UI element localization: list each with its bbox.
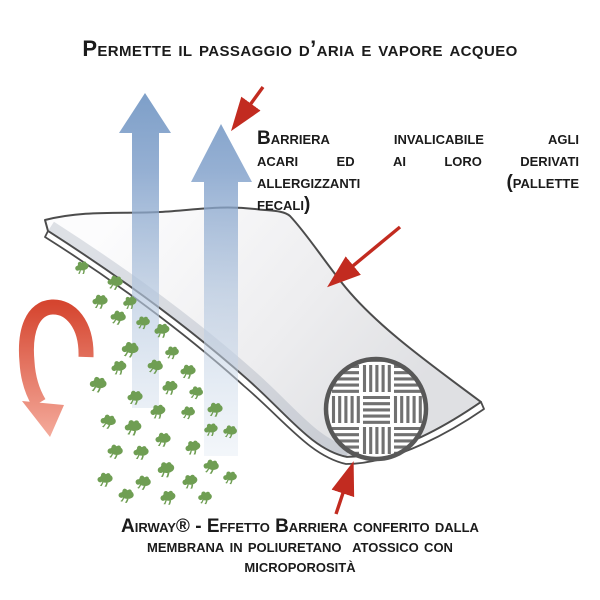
dust-mite-icon bbox=[198, 492, 212, 505]
airway-caption-line: membrana in poliuretano atossico con bbox=[147, 536, 453, 557]
dust-mite-icon bbox=[155, 433, 170, 447]
dust-mite-icon bbox=[99, 414, 116, 430]
dust-mite-icon bbox=[184, 440, 201, 456]
dust-mite-icon bbox=[125, 420, 142, 435]
barrier-caption-line: acari ed ai loro derivati bbox=[257, 150, 579, 171]
barrier-caption bbox=[257, 128, 579, 216]
dust-mite-icon bbox=[165, 347, 179, 360]
dust-mite-icon bbox=[110, 310, 127, 326]
dust-mite-icon bbox=[181, 406, 195, 420]
page-title: Permette il passaggio d’aria e vapore acqueo bbox=[82, 36, 518, 61]
airway-caption-line: Airway® - Effetto Barriera conferito dalla bbox=[121, 516, 479, 537]
membrane-weave-magnifier bbox=[326, 359, 426, 459]
dust-mite-icon bbox=[180, 365, 195, 379]
dust-mite-icon bbox=[223, 472, 237, 485]
pointer-arrow-air bbox=[234, 87, 263, 127]
barrier-caption-line: allergizzanti (pallette bbox=[257, 172, 579, 193]
airway-caption bbox=[20, 517, 580, 577]
dust-mite-icon bbox=[118, 488, 134, 503]
blocked-return-arrow bbox=[22, 307, 86, 437]
dust-mite-icon bbox=[133, 446, 148, 460]
barrier-caption-line: Barriera invalicabile agli bbox=[257, 128, 579, 149]
dust-mite-icon bbox=[97, 473, 112, 487]
dust-mite-icon bbox=[157, 461, 175, 478]
airway-caption-line: microporosità bbox=[244, 556, 356, 577]
barrier-caption-line: fecali) bbox=[257, 194, 311, 215]
dust-mite-icon bbox=[182, 474, 199, 490]
dust-mite-icon bbox=[188, 386, 203, 400]
dust-mite-icon bbox=[89, 376, 107, 393]
dust-mite-icon bbox=[162, 380, 178, 395]
dust-mite-icon bbox=[111, 360, 128, 376]
dust-mite-icon bbox=[92, 295, 107, 309]
dust-mite-icon bbox=[135, 475, 152, 491]
dust-mite-icon bbox=[107, 444, 124, 460]
dust-mite-icon bbox=[160, 490, 177, 506]
dust-mite-icon bbox=[203, 459, 220, 475]
pointer-arrow-weave bbox=[336, 466, 352, 514]
pointer-arrow-barrier bbox=[331, 227, 400, 284]
